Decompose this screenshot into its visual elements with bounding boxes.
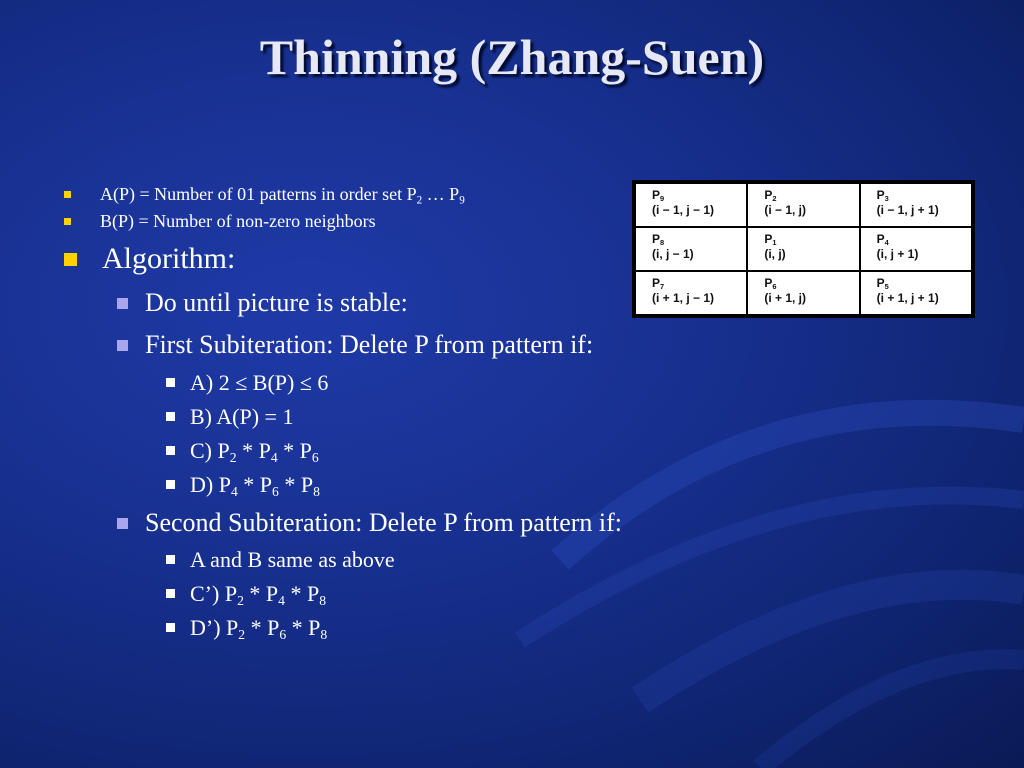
bullet-cond-d [166,472,320,498]
bullet-square-icon [166,412,175,421]
cond-c-text: C) $P_2 * P_4 * P_6$ [190,438,319,466]
bullet-square-icon [166,378,175,387]
bullet-cond-a [166,370,328,396]
bullet-cond-ab-same [166,547,395,573]
bullet-square-icon [64,218,71,225]
bullet-square-icon [166,589,175,598]
grid-cell-p2: $P_2$ (i − 1, j) [748,184,858,226]
cond-d-prime-text: D’) $P_2 * P_6 * P_8$ [190,615,328,643]
bullet-algorithm [64,242,235,276]
first-subiteration-text: First Subiteration: Delete P from pattern if: [145,330,594,359]
bullet-cond-c [166,438,319,464]
bullet-square-icon [166,480,175,489]
a-definition-text: A(P) = Number of 01 patterns in order set $P_2$ … $P_9$ [100,184,465,207]
cond-b-text: B) A(P) = 1 [190,404,294,429]
cond-d-text: D) $P_4 * P_6 * P_8$ [190,472,320,500]
grid-cell-p8: $P_8$ (i, j − 1) [636,228,746,270]
algorithm-text: Algorithm: [102,242,236,275]
bullet-square-icon [166,623,175,632]
grid-cell-p1: $P_1$ (i, j) [748,228,858,270]
bullet-square-icon [117,518,128,529]
neighborhood-grid [632,180,975,318]
bullet-do-until [117,288,408,318]
cond-c-prime-text: C’) $P_2 * P_4 * P_8$ [190,581,326,609]
bullet-square-icon [166,555,175,564]
do-until-text: Do until picture is stable: [145,288,408,317]
grid-cell-p5: $P_5$ (i + 1, j + 1) [861,272,971,314]
bullet-square-icon [166,446,175,455]
grid-cell-p4: $P_4$ (i, j + 1) [861,228,971,270]
bullet-cond-b [166,404,293,430]
bullet-square-icon [117,340,128,351]
bullet-cond-c-prime [166,581,326,607]
cond-ab-same-text: A and B same as above [190,547,395,572]
cond-a-text: A) 2 ≤ B(P) ≤ 6 [190,370,329,395]
bullet-square-icon [64,253,77,266]
bullet-b-definition [64,211,376,232]
grid-cell-p3: $P_3$ (i − 1, j + 1) [861,184,971,226]
bullet-square-icon [64,191,71,198]
bullet-cond-d-prime [166,615,327,641]
bullet-second-subiteration [117,508,622,538]
bullet-a-definition [64,184,465,205]
second-subiteration-text: Second Subiteration: Delete P from pattern if: [145,508,623,537]
slide-title: Thinning (Zhang-Suen) [259,29,765,85]
grid-cell-p6: $P_6$ (i + 1, j) [748,272,858,314]
bullet-square-icon [117,298,128,309]
grid-cell-p9: $P_9$ (i − 1, j − 1) [636,184,746,226]
b-definition-text: B(P) = Number of non-zero neighbors [100,211,376,231]
bullet-first-subiteration [117,330,593,360]
grid-cell-p7: $P_7$ (i + 1, j − 1) [636,272,746,314]
